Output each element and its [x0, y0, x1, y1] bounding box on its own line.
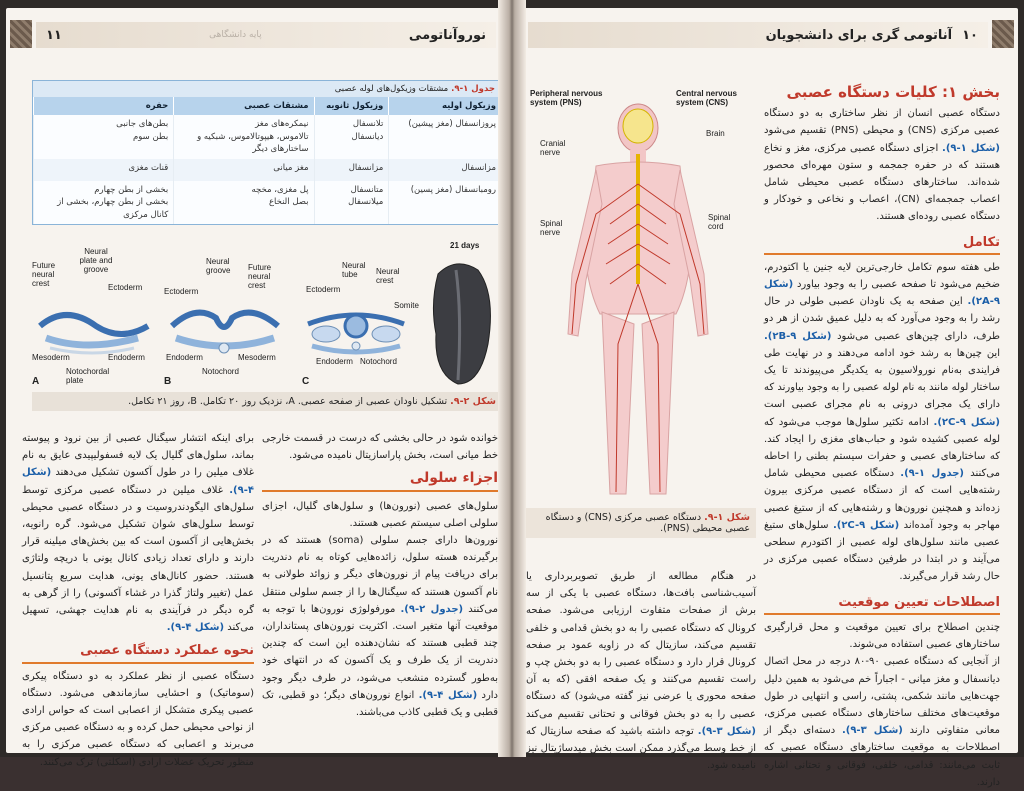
right-page-main-column: [764, 84, 1000, 791]
table-row: [34, 181, 502, 225]
table-cell: مغز میانی: [174, 159, 314, 181]
panel-c-somite-left: [312, 326, 340, 342]
table-cell: تلانسفال دیانسفال: [314, 115, 389, 159]
running-title: آناتومی گری برای دانشجویان: [765, 27, 953, 43]
column-header: حفره: [34, 97, 174, 115]
neural-tube-figure: [26, 234, 502, 394]
panel-c-endoderm-label: Endoderm: [316, 357, 353, 366]
panel-b-endoderm-label: Endoderm: [166, 353, 203, 362]
figure-1-caption-label: شکل ۱-۹.: [704, 512, 750, 523]
section-heading-development: تکامل: [764, 234, 1000, 255]
paragraph: سلول‌های عصبی (نورون‌ها) و سلول‌های گلیال، اجزای سلولی اصلی سیستم عصبی هستند.: [262, 500, 498, 529]
vesicle-derivatives-table: [32, 80, 502, 225]
panel-c-notochord: [352, 342, 360, 350]
cross-reference[interactable]: (شکل ۲C-۹).: [933, 416, 1000, 428]
section-heading-function: نحوه عملکرد دستگاه عصبی: [22, 642, 254, 663]
panel-b-crest-label: Future neural crest: [248, 263, 272, 290]
table-caption-label: جدول ۱-۹.: [451, 84, 495, 94]
cross-reference[interactable]: (شکل ۴-۹).: [418, 689, 478, 701]
left-page-header: [36, 22, 496, 48]
table-cell: مزانسفال: [389, 159, 501, 181]
left-page-column-right: [262, 430, 498, 721]
table-caption-text: مشتقات وزیکول‌های لوله عصبی: [334, 84, 449, 94]
table-cell: رومبانسفال (مغز پسین): [389, 181, 501, 225]
panel-a-ectoderm-label: Ectoderm: [108, 283, 143, 292]
panel-c-ectoderm-label: Ectoderm: [306, 285, 341, 294]
nervous-system-figure: [526, 84, 756, 504]
book-gutter: [498, 0, 526, 757]
column-intro: خوانده شود در حالی بخشی که درست در قسمت خارجی خط میانی است، بخش پاراسازیتال نامیده می‌شود.: [262, 433, 498, 462]
right-page: [518, 8, 1018, 788]
panel-b-ectoderm-label: Ectoderm: [164, 287, 199, 296]
panel-b-mesoderm-label: Mesoderm: [238, 353, 276, 362]
right-leg: [602, 312, 634, 494]
table-header-row: [34, 97, 502, 115]
cross-reference[interactable]: (شکل ۴-۹).: [166, 622, 225, 634]
panel-c-tube-label: Neural tube: [342, 261, 366, 279]
brain: [623, 109, 653, 143]
cranial-nerve-label: Cranial nerve: [540, 139, 566, 157]
cross-reference[interactable]: (شکل ۲A-۹).: [764, 279, 1000, 308]
panel-a-notochordal-label: Notochordal plate: [66, 367, 110, 385]
figure-2-caption-label: شکل ۲-۹.: [450, 396, 496, 407]
panel-c-crest-label: Neural crest: [376, 267, 400, 285]
panel-a-ectoderm: [40, 315, 148, 334]
panel-c: [302, 261, 419, 387]
embryo-image: [433, 264, 490, 384]
paragraph: طی هفته سوم تکامل خارجی‌ترین لایه جنین یا اکتودرم، ضخیم می‌شود تا صفحه عصبی را به وجود بیاورد (شکل ۲A-۹). این صفحه به یک ناودان عصبی طولی در حال رشد را به وجود می‌آورد که به دلیل عمیق شدن از هر دو طرف، دارای چین‌های عصبی می‌شود (شکل ۲B-۹). این چین‌ها به رشد خود ادامه می‌دهند و در نهایت طی فرایندی به‌نام نورولاسیون به یکدیگر می‌پیوندند تا یک ساختار لوله مانند به نام لوله عصبی را به وجود بیاورند که دارای یک مجرای درونی به نام مجرای عصبی است (شکل ۲C-۹). ادامه تکثیر سلول‌ها موجب می‌شود که لوله عصبی کشیده شود و حباب‌های مغزی را ایجاد کند. که ساختارهای عصبی و حفرات سیستم بطنی را احاطه می‌کنند (جدول ۱-۹). دستگاه عصبی محیطی شامل رشته‌هایی است که از دستگاه عصبی مرکزی بیرون زده‌اند و همچنین نورون‌ها و رشته‌هایی که از ستیغ عصبی مهاجر به وجود آمده‌اند (شکل ۲C-۹). سلول‌های ستیغ عصبی مانند سلول‌های لوله عصبی از اکتودرم سطحی می‌آیند و در ابتدا در طرفین دستگاه عصبی مرکزی در حال رشد قرار می‌گیرند.: [764, 261, 1000, 583]
paragraph: نورون‌ها دارای جسم سلولی (soma) هستند که در برگیرنده هسته سلول، زائده‌هایی کوتاه به نام دندریت برای دریافت پیام از نورون‌های دیگر و زوائد طولانی به نام آکسون هستند که سیگنال‌ها را از جسم سلولی منتقل می‌کنند (جدول ۲-۹). مورفولوژی نورون‌ها با توجه به موقعیت آنها متغیر است. اکثریت نورون‌های پستانداران، چند قطبی هستند که نشان‌دهنده این است که چندین دندریت از یک طرف و یک آکسون که در انتهای خود به‌طور گسترده منشعب می‌شود، در طرف دیگر وجود دارد (شکل ۴-۹). انواع نورون‌های دیگر؛ دو قطبی، تک قطبی و یک قطبی کاذب می‌باشند.: [262, 535, 498, 719]
cns-label: Central nervous system (CNS): [676, 89, 737, 107]
spinal-cord-label: Spinal cord: [708, 213, 731, 231]
cross-reference[interactable]: (جدول ۲-۹).: [400, 603, 464, 615]
pns-label: Peripheral nervous system (PNS): [530, 89, 603, 107]
cross-reference[interactable]: (شکل ۳-۹).: [841, 725, 903, 737]
panel-a-mesoderm-label: Mesoderm: [32, 353, 70, 362]
column-header: وزیکول ثانویه: [314, 97, 389, 115]
paragraph: دستگاه عصبی انسان از نظر ساختاری به دو دستگاه عصبی مرکزی (CNS) و محیطی (PNS) تقسیم می‌شود (شکل ۱-۹). اجزای دستگاه عصبی مرکزی، مغز و نخاع هستند که در حفره جمجمه و ستون مهره‌ای محصور شده‌اند. ساختارهای دستگاه عصبی محیطی شامل اعصاب جمجمه‌ای (CN)، اعصاب و نخاعی و خودکار و دستگاه عصبی روده‌ای هستند.: [764, 108, 1000, 223]
section-title: بخش ۱: کلیات دستگاه عصبی: [786, 83, 1000, 101]
left-page-column-left: [22, 430, 254, 771]
panel-a-future-crest-label: Future neural crest: [32, 261, 56, 288]
figure-1-caption-text: دستگاه عصبی مرکزی (CNS) و دستگاه عصبی محیطی (PNS).: [545, 512, 750, 534]
panel-a-endoderm-label: Endoderm: [108, 353, 145, 362]
left-page: [6, 8, 506, 768]
panel-a-letter: A: [32, 376, 40, 387]
table-row: [34, 115, 502, 159]
panel-b: [164, 257, 278, 387]
paragraph: دستگاه عصبی از نظر عملکرد به دو دستگاه پیکری (سوماتیک) و احشایی سازماندهی می‌شود. دستگاه عصبی پیکری متشکل از اعصابی است که حواس ارادی از نواحی محیطی حمل کرده و به دستگاه عصبی مرکزی می‌برند و اعصابی که دستگاه عصبی مرکزی را به منظور تحریک عضلات ارادی (اسکلتی) ترک می‌کنند.: [22, 670, 254, 768]
paragraph: چندین اصطلاح برای تعیین موقعیت و محل قرارگیری ساختارهای عصبی استفاده می‌شوند.: [764, 621, 1000, 651]
panel-a: [32, 247, 148, 387]
section-heading-position-terms: اصطلاحات تعیین موقعیت: [764, 594, 1000, 615]
column-header: وزیکول اولیه: [389, 97, 501, 115]
panel-a-mesoderm: [46, 338, 138, 345]
panel-b-notochord-label: Notochord: [202, 367, 239, 376]
embryo-21-days: [433, 241, 490, 384]
spinal-nerve-label: Spinal nerve: [540, 219, 563, 237]
cross-reference[interactable]: (شکل ۱-۹).: [942, 142, 1000, 154]
table-row: [34, 159, 502, 181]
panel-c-neural-tube: [345, 315, 367, 337]
running-title: نوروآناتومی: [408, 27, 486, 43]
cross-reference[interactable]: (شکل ۲C-۹).: [832, 519, 900, 531]
panel-c-somite-label: Somite: [394, 301, 419, 310]
table-cell: پل مغزی، مخچه بصل النخاع: [174, 181, 314, 225]
cross-reference[interactable]: (شکل ۲B-۹).: [764, 330, 832, 342]
corner-ornament: [10, 20, 32, 48]
figure-2-caption: [32, 392, 502, 411]
table-cell: پروزانسفال (مغز پیشین): [389, 115, 501, 159]
table-cell: بخشی از بطن چهارم بخشی از بطن چهارم، بخشی از کانال مرکزی: [34, 181, 174, 225]
panel-c-notochord-label: Notochord: [360, 357, 397, 366]
panel-c-somite-right: [372, 326, 400, 342]
paragraph: در هنگام مطالعه از طریق تصویربرداری یا آسیب‌شناسی بافت‌ها، دستگاه عصبی با یکی از سه برش از صفحات متفاوت ارزیابی می‌شود. صفحه کرونال که دستگاه عصبی را به دو بخش قدامی و خلفی تقسیم می‌کند، سازیتال که در زاویه عمود بر صفحه کرونال قرار دارد و دستگاه عصبی را به دو بخش چپ و راست تقسیم می‌کنند و یک صفحه افقی (که به آن صفحه محوری یا عرضی نیز گفته می‌شود) که دستگاه عصبی را به دو بخش فوقانی و تحتانی تقسیم می‌کند (شکل ۳-۹). توجه داشته باشید که صفحه سازیتال که از خط وسط می‌گذرد ممکن است بخش میدساژیتال نیز نامیده شود.: [526, 571, 756, 772]
table-cell: مزانسفال: [314, 159, 389, 181]
panel-b-groove-label: Neural groove: [206, 257, 231, 275]
page-number: ۱۰: [962, 27, 978, 43]
right-page-header: [528, 22, 988, 48]
panel-b-letter: B: [164, 376, 172, 387]
table-cell: نیمکره‌های مغز تالاموس، هیپوتالاموس، شبکیه و ساختارهای دیگر: [174, 115, 314, 159]
left-leg: [642, 312, 674, 494]
cross-reference[interactable]: (جدول ۱-۹).: [900, 468, 965, 480]
paragraph: برای اینکه انتشار سیگنال عصبی از بین نرود و پیوسته بماند، سلول‌های گلیال یک لایه فسفولیپیدی عایق به نام غلاف میلین را در طول آکسون تشکیل می‌دهند (شکل ۴-۹). غلاف میلین در دستگاه عصبی مرکزی توسط سلول‌های الیگودندروسیت و در دستگاه عصبی محیطی توسط سلول‌های شوان تشکیل می‌شود. گره رانویه، بخش‌هایی از آکسون است که بین بخش‌های میلینه قرار دارند و دارای تعداد زیادی کانال یونی با دریچه ولتاژی هستند. حضور کانال‌های یونی، هدایت سریع پتانسیل عمل (تغییر ولتاژ گذرا در غشاء آکسونی) را از گرهی به گره دیگر در فرآیندی به نام هدایت جهشی، تسهیل می‌کند (شکل ۴-۹).: [22, 433, 254, 634]
paragraph: از آنجایی که دستگاه عصبی ۹۰-۸۰ درجه در محل اتصال دیانسفال و مغز میانی - اجباراً خم می‌شود به همین دلیل جهت‌هایی مانند شکمی، پشتی، راسی و انتهایی در طول موقعیت‌های مختلف ساختارهای دستگاه عصبی مرکزی، معانی متفاوتی دارند (شکل ۳-۹). دسته‌ای دیگر از اصطلاحات به موقعیت ساختارهای دستگاه عصبی که ثابت می‌مانند: قدامی، خلفی، فوقانی و تحتانی اشاره دارند.: [764, 656, 1000, 788]
column-header: مشتقات عصبی: [174, 97, 314, 115]
panel-a-neural-plate-label: Neural plate and groove: [79, 247, 113, 274]
panel-b-notochord: [219, 343, 229, 353]
page-number: ۱۱: [46, 27, 62, 43]
figure-1-caption: [526, 508, 756, 538]
header-watermark: پایه دانشگاهی: [209, 30, 262, 40]
figure-2-caption-text: تشکیل ناودان عصبی از صفحه عصبی. A، نزدیک روز ۲۰ تکامل. B، روز ۲۱ تکامل.: [128, 396, 448, 407]
cross-reference[interactable]: (شکل ۴-۹).: [22, 467, 254, 496]
embryo-days-label: 21 days: [450, 241, 480, 250]
brain-label: Brain: [706, 129, 725, 138]
imaging-planes-text: [526, 568, 756, 774]
cross-reference[interactable]: (شکل ۳-۹).: [697, 725, 756, 737]
section-heading-cells: اجزاء سلولی: [262, 470, 498, 491]
corner-ornament: [992, 20, 1014, 48]
table-caption: [33, 81, 501, 97]
panel-b-ectoderm: [172, 313, 278, 327]
table-cell: بطن‌های جانبی بطن سوم: [34, 115, 174, 159]
table-cell: قنات مغزی: [34, 159, 174, 181]
panel-c-letter: C: [302, 376, 310, 387]
table-cell: متانسفال میلانسفال: [314, 181, 389, 225]
